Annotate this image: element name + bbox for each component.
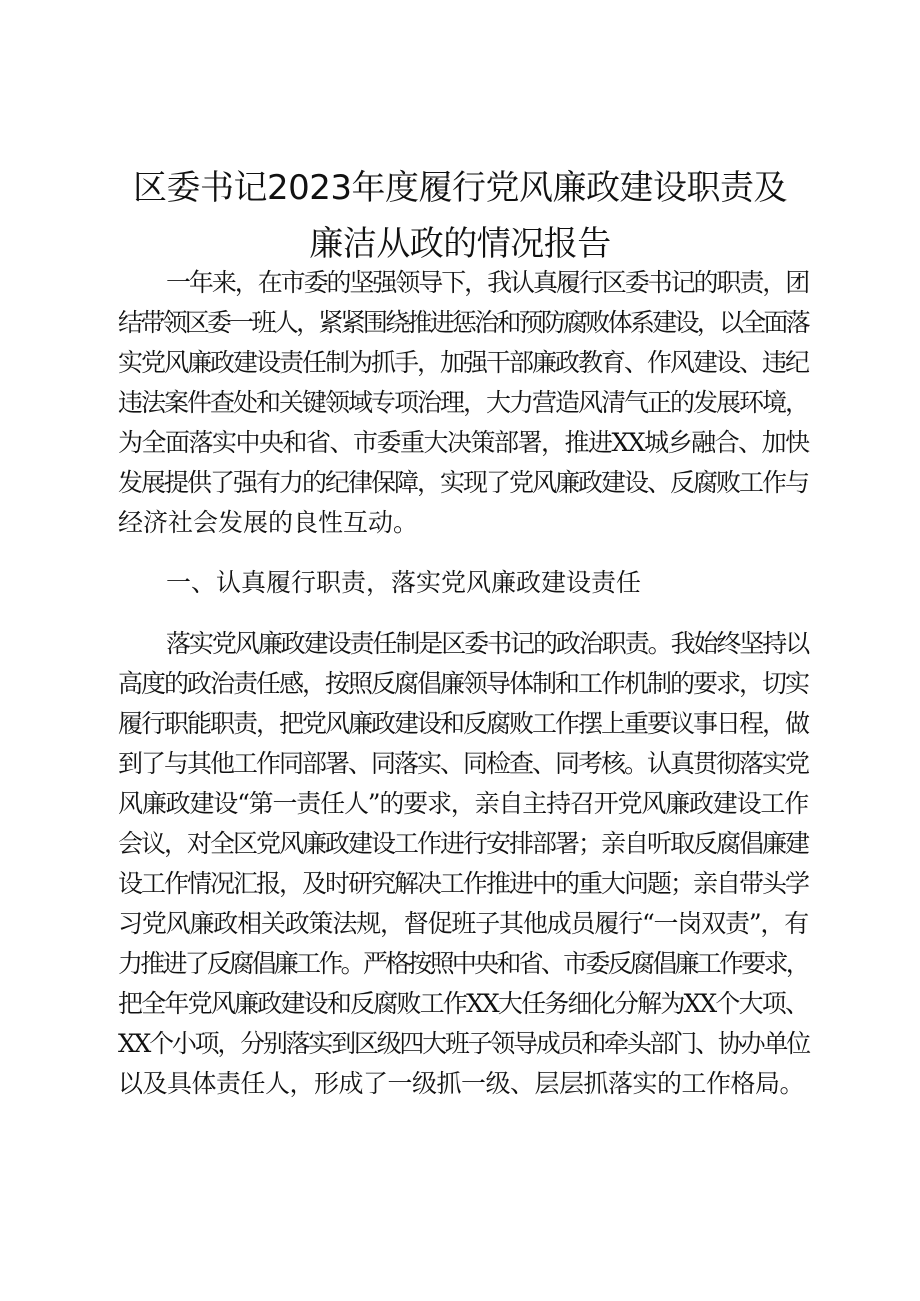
section-1-line: 高度的政治责任感，按照反腐倡廉领导体制和工作机制的要求，切实 — [118, 669, 809, 698]
section-1-line: 风廉政建设“第一责任人”的要求，亲自主持召开党风廉政建设工作 — [118, 789, 808, 818]
section-1-line: 力推进了反腐倡廉工作。严格按照中央和省、市委反腐倡廉工作要求， — [118, 949, 808, 978]
section-1-line: 习党风廉政相关政策法规，督促班子其他成员履行“一岗双责”，有 — [118, 909, 808, 938]
section-1-line: 会议，对全区党风廉政建设工作进行安排部署；亲自听取反腐倡廉建 — [118, 829, 809, 858]
section-1-heading: 一、认真履行职责，落实党风廉政建设责任 — [166, 568, 642, 597]
section-1-line: 设工作情况汇报，及时研究解决工作推进中的重大问题；亲自带头学 — [118, 869, 809, 898]
intro-line: 经济社会发展的良性互动。 — [118, 508, 419, 537]
section-1-line: 以及具体责任人，形成了一级抓一级、层层抓落实的工作格局。 — [118, 1069, 805, 1098]
intro-line: 发展提供了强有力的纪律保障，实现了党风廉政建设、反腐败工作与 — [118, 468, 809, 497]
intro-line: 违法案件查处和关键领域专项治理，大力营造风清气正的发展环境， — [118, 388, 809, 417]
intro-line: 结带领区委一班人，紧紧围绕推进惩治和预防腐败体系建设，以全面落 — [118, 308, 808, 337]
section-1-line: 落实党风廉政建设责任制是区委书记的政治职责。我始终坚持以 — [166, 629, 808, 658]
document-title-line-2: 廉洁从政的情况报告 — [309, 224, 611, 264]
section-1-line: XX个小项，分别落实到区级四大班子领导成员和牵头部门、协办单位 — [118, 1029, 809, 1058]
section-1-line: 到了与其他工作同部署、同落实、同检查、同考核。认真贯彻落实党 — [118, 749, 809, 778]
section-1-line: 履行职能职责，把党风廉政建设和反腐败工作摆上重要议事日程，做 — [118, 709, 809, 738]
intro-line: 一年来，在市委的坚强领导下，我认真履行区委书记的职责，团 — [166, 268, 808, 297]
intro-line: 为全面落实中央和省、市委重大决策部署，推进XX城乡融合、加快 — [118, 428, 809, 457]
document-title-line-1: 区委书记2023年度履行党风廉政建设职责及 — [132, 168, 788, 208]
intro-line: 实党风廉政建设责任制为抓手，加强干部廉政教育、作风建设、违纪 — [118, 348, 809, 377]
section-1-line: 把全年党风廉政建设和反腐败工作XX大任务细化分解为XX个大项、 — [118, 989, 808, 1018]
